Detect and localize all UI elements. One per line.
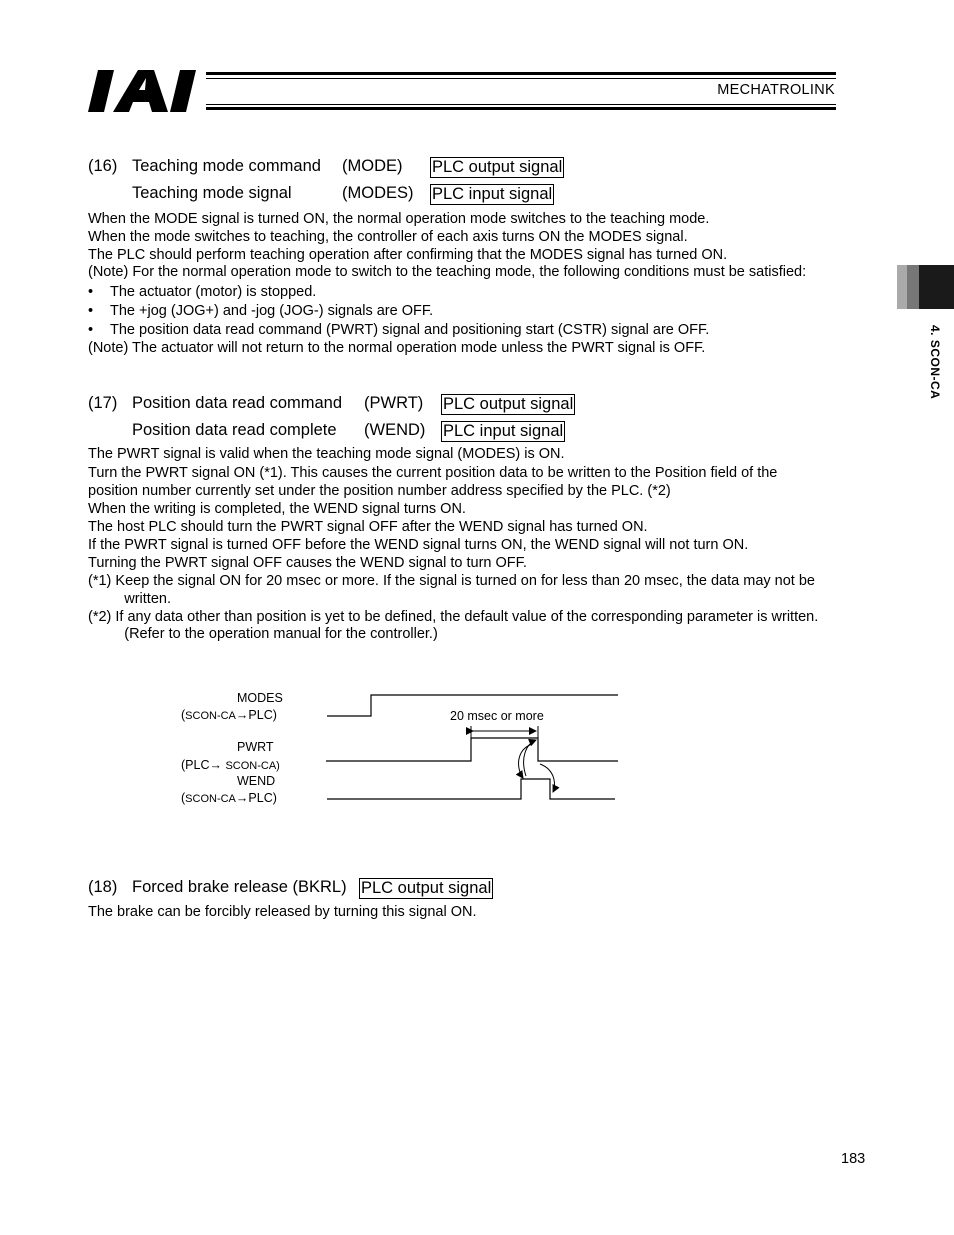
note-text: (Note) For the normal operation mode to switch to the teaching mode, the following conditions must be satisfied: bbox=[88, 264, 807, 280]
chapter-tab bbox=[907, 265, 919, 309]
footnote-text: (Refer to the operation manual for the controller.) bbox=[88, 626, 438, 642]
section-18-number: (18) bbox=[88, 878, 118, 896]
signal-type-box: PLC output signal bbox=[432, 158, 563, 176]
wend-signal-label: WEND bbox=[237, 774, 276, 788]
chapter-tab bbox=[897, 265, 907, 309]
modes-signal-label: MODES bbox=[237, 691, 283, 705]
timing-diagram bbox=[320, 688, 620, 808]
footnote-text: written. bbox=[88, 591, 171, 607]
section-16-code: (MODES) bbox=[342, 184, 414, 202]
body-text: Turning the PWRT signal OFF causes the WEND signal to turn OFF. bbox=[88, 555, 527, 571]
section-17-code: (PWRT) bbox=[364, 394, 424, 412]
section-17-title: Position data read command bbox=[132, 394, 343, 412]
pwrt-signal-direction: (PLC→ SCON-CA) bbox=[181, 758, 280, 772]
footnote-text: (*2) If any data other than position is yet to be defined, the default value of the corresponding parameter is written. bbox=[88, 609, 819, 625]
bullet-icon: • bbox=[88, 303, 94, 319]
pwrt-off-to-wend-arrow bbox=[540, 764, 555, 792]
body-text: When the MODE signal is turned ON, the normal operation mode switches to the teaching mode. bbox=[88, 211, 710, 227]
section-16-number: (16) bbox=[88, 157, 118, 175]
bullet-item: The actuator (motor) is stopped. bbox=[110, 284, 317, 300]
iai-logo bbox=[88, 70, 206, 112]
section-17-code: (WEND) bbox=[364, 421, 426, 439]
signal-type-box: PLC input signal bbox=[443, 422, 564, 440]
body-text: If the PWRT signal is turned OFF before the WEND signal turns ON, the WEND signal will not turn ON. bbox=[88, 537, 749, 553]
timing-annotation: 20 msec or more bbox=[450, 709, 544, 723]
modes-waveform bbox=[327, 695, 618, 716]
wend-signal-direction: (SCON-CA→PLC) bbox=[181, 791, 277, 805]
bullet-icon: • bbox=[88, 284, 94, 300]
section-17-subtitle: Position data read complete bbox=[132, 421, 337, 439]
body-text: position number currently set under the position number address specified by the PLC. (*2) bbox=[88, 483, 671, 499]
header-rule bbox=[206, 104, 836, 105]
chapter-tab bbox=[919, 265, 954, 309]
body-text: The brake can be forcibly released by turning this signal ON. bbox=[88, 904, 477, 920]
bullet-icon: • bbox=[88, 322, 94, 338]
body-text: When the mode switches to teaching, the controller of each axis turns ON the MODES signal. bbox=[88, 229, 688, 245]
chapter-label: 4. SCON-CA bbox=[928, 325, 942, 400]
signal-type-box: PLC output signal bbox=[361, 879, 492, 897]
section-16-subtitle: Teaching mode signal bbox=[132, 184, 292, 202]
bullet-item: The +jog (JOG+) and -jog (JOG-) signals are OFF. bbox=[110, 303, 434, 319]
pwrt-waveform bbox=[326, 738, 618, 761]
page-number: 183 bbox=[841, 1151, 866, 1167]
header-brand: MECHATROLINK bbox=[717, 82, 835, 98]
body-text: The PWRT signal is valid when the teaching mode signal (MODES) is ON. bbox=[88, 446, 565, 462]
bullet-item: The position data read command (PWRT) signal and positioning start (CSTR) signal are OFF. bbox=[110, 322, 710, 338]
body-text: The PLC should perform teaching operation after confirming that the MODES signal has turned ON. bbox=[88, 247, 728, 263]
header-rule bbox=[206, 78, 836, 79]
section-17-number: (17) bbox=[88, 394, 118, 412]
note-text: (Note) The actuator will not return to the normal operation mode unless the PWRT signal is OFF. bbox=[88, 340, 706, 356]
header-rule bbox=[206, 107, 836, 110]
footnote-text: (*1) Keep the signal ON for 20 msec or more. If the signal is turned on for less than 20 msec, the data may not be bbox=[88, 573, 815, 589]
section-16-code: (MODE) bbox=[342, 157, 403, 175]
signal-type-box: PLC input signal bbox=[432, 185, 553, 203]
section-16-title: Teaching mode command bbox=[132, 157, 321, 175]
body-text: The host PLC should turn the PWRT signal OFF after the WEND signal has turned ON. bbox=[88, 519, 648, 535]
header-rule bbox=[206, 72, 836, 75]
signal-type-box: PLC output signal bbox=[443, 395, 574, 413]
body-text: Turn the PWRT signal ON (*1). This causes the current position data to be written to the Position field of the bbox=[88, 465, 778, 481]
modes-signal-direction: (SCON-CA→PLC) bbox=[181, 708, 277, 722]
body-text: When the writing is completed, the WEND signal turns ON. bbox=[88, 501, 466, 517]
section-18-title: Forced brake release (BKRL) bbox=[132, 878, 347, 896]
pwrt-signal-label: PWRT bbox=[237, 740, 274, 754]
wend-waveform bbox=[327, 779, 615, 799]
